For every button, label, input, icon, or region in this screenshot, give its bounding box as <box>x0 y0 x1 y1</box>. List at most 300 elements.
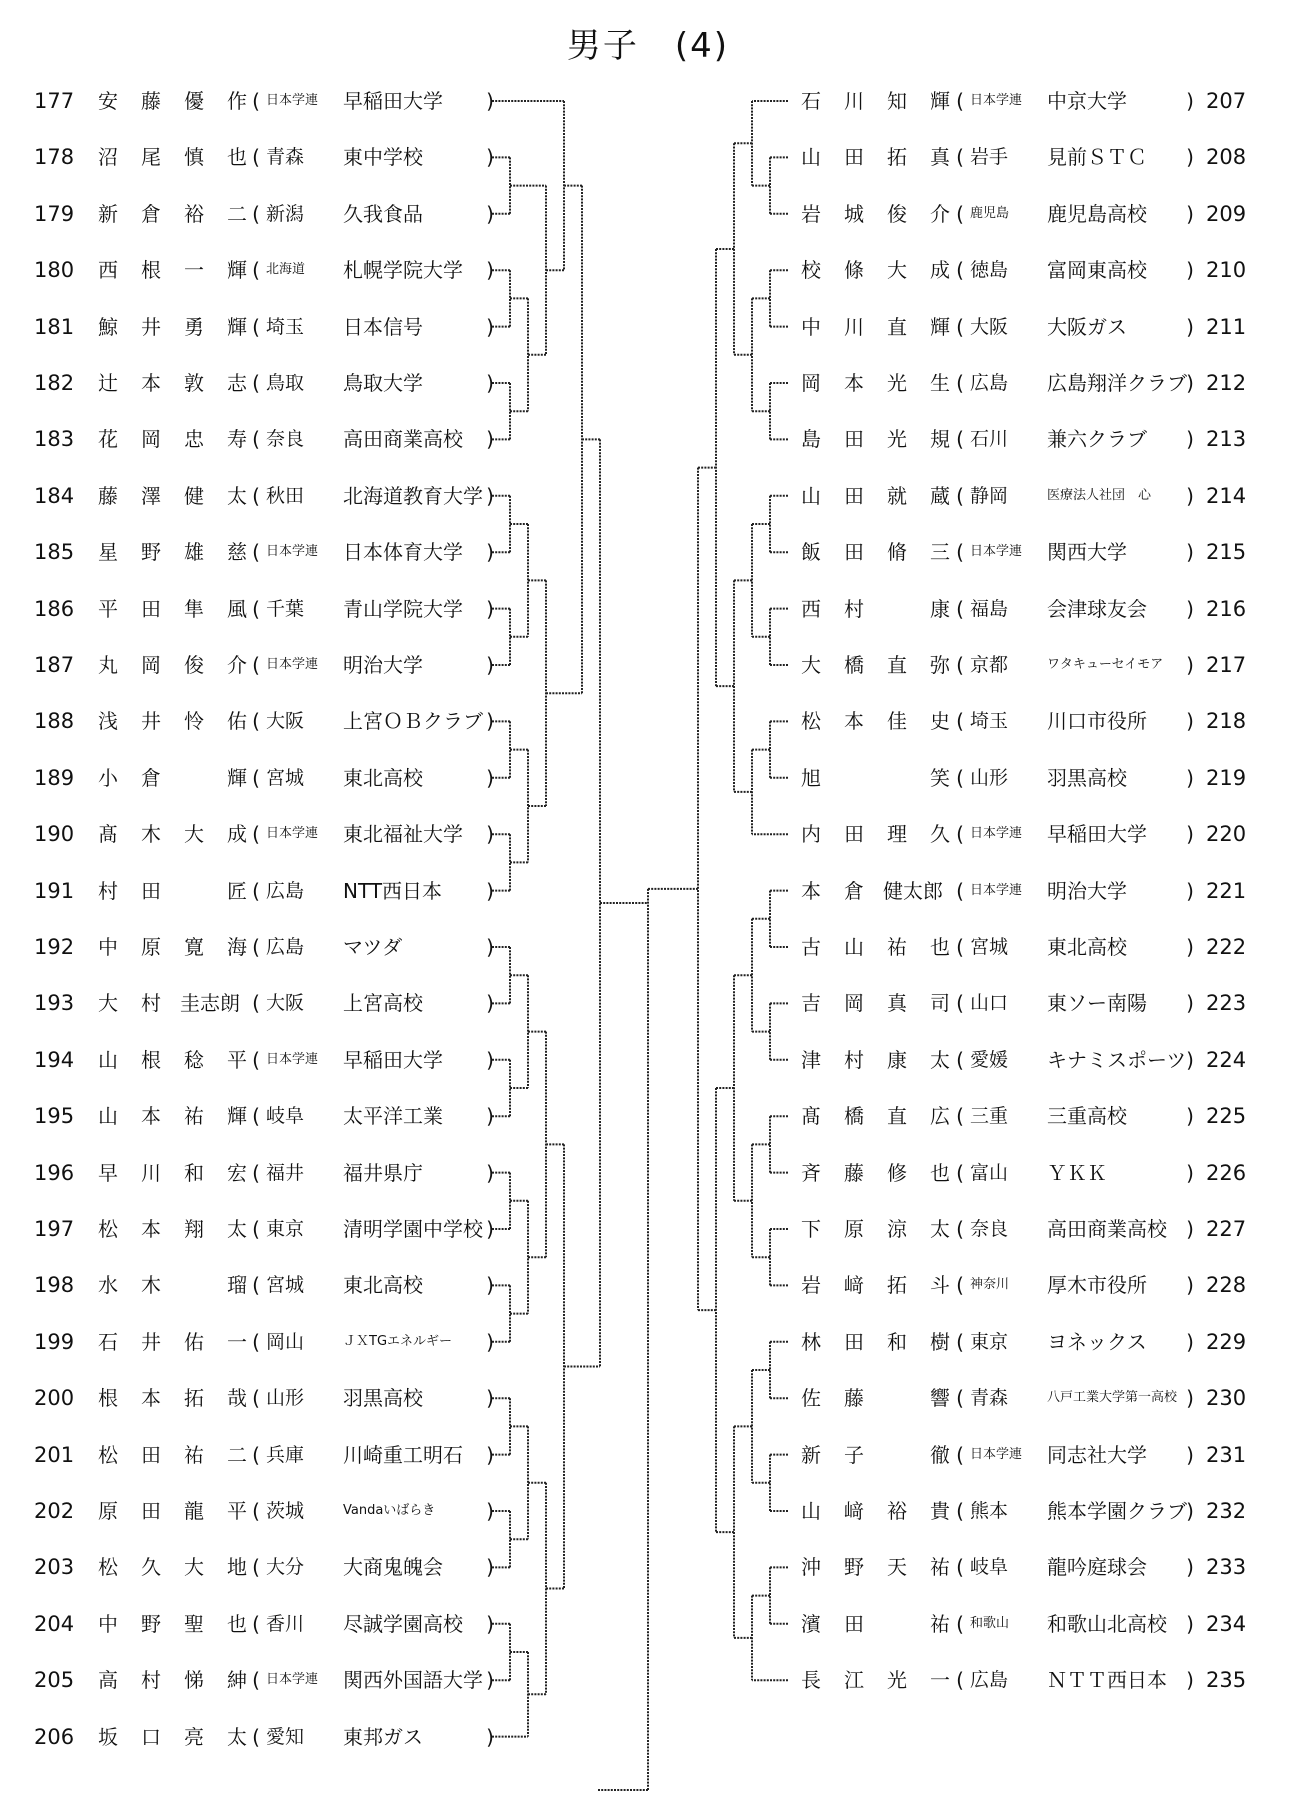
name-char: 西 <box>98 258 118 283</box>
close-paren: ) <box>486 314 494 339</box>
name-char: 拓 <box>887 1273 907 1298</box>
name-char: 樹 <box>930 1329 950 1354</box>
club-name: 龍吟庭球会 <box>1047 1555 1147 1580</box>
close-paren: ) <box>486 540 494 565</box>
name-char: 雄 <box>184 540 204 565</box>
name-char: 一 <box>227 1329 247 1354</box>
name-char: 成 <box>227 822 247 847</box>
name-char: 直 <box>887 314 907 339</box>
open-paren: ( <box>956 1442 964 1467</box>
name-char: 高 <box>98 1668 118 1693</box>
name-char: 龍 <box>184 1499 204 1523</box>
close-paren: ) <box>486 1273 494 1298</box>
open-paren: ( <box>252 1329 260 1354</box>
open-paren: ( <box>252 878 260 903</box>
name-char: 本 <box>844 709 864 734</box>
name-char: 子 <box>844 1442 864 1467</box>
name-char: 司 <box>930 991 950 1016</box>
player-row <box>0 983 1296 1023</box>
open-paren: ( <box>956 991 964 1016</box>
name-char: 康 <box>887 1047 907 1072</box>
name-char: 村 <box>844 1047 864 1072</box>
open-paren: ( <box>252 1386 260 1411</box>
close-paren: ) <box>1186 765 1194 790</box>
name-char: 広 <box>930 1104 950 1129</box>
seed-number: 194 <box>34 1047 75 1072</box>
prefecture: 愛媛 <box>970 1048 1009 1071</box>
close-paren: ) <box>1186 145 1194 170</box>
name-char: 三 <box>930 540 950 565</box>
open-paren: ( <box>252 89 260 113</box>
name-char: 髙 <box>801 1104 821 1129</box>
prefecture: 青森 <box>266 146 305 169</box>
name-char: 下 <box>801 1217 821 1241</box>
prefecture: 香川 <box>266 1612 305 1635</box>
player-row <box>0 1265 1296 1305</box>
seed-number: 231 <box>1206 1442 1247 1467</box>
name-char: 祐 <box>184 1104 204 1129</box>
name-char: 一 <box>184 258 204 283</box>
open-paren: ( <box>252 1724 260 1749</box>
seed-number: 191 <box>34 878 75 903</box>
close-paren: ) <box>1186 1668 1194 1693</box>
club-name: キナミスポーツ <box>1047 1047 1187 1072</box>
club-name: 東邦ガス <box>343 1724 423 1749</box>
open-paren: ( <box>252 709 260 734</box>
name-char: 橋 <box>844 653 864 677</box>
open-paren: ( <box>956 1555 964 1580</box>
name-char: 太 <box>227 1724 247 1749</box>
name-char: 拓 <box>887 145 907 170</box>
seed-number: 189 <box>34 765 75 790</box>
close-paren: ) <box>486 1386 494 1411</box>
player-row <box>0 927 1296 967</box>
name-char: 輝 <box>227 258 247 283</box>
name-char: 慎 <box>184 145 204 170</box>
name-char: 直 <box>887 1104 907 1129</box>
open-paren: ( <box>252 1499 260 1523</box>
name-char: 貴 <box>930 1499 950 1523</box>
club-name: 東北高校 <box>343 765 423 790</box>
name-char: 井 <box>141 709 161 734</box>
club-name: 会津球友会 <box>1047 596 1147 621</box>
name-char: 松 <box>801 709 821 734</box>
open-paren: ( <box>252 991 260 1016</box>
prefecture: 石川 <box>970 428 1009 451</box>
name-char: 吉 <box>801 991 821 1016</box>
player-row <box>0 1096 1296 1136</box>
open-paren: ( <box>956 1273 964 1298</box>
close-paren: ) <box>486 1611 494 1636</box>
name-char: 山 <box>801 483 821 508</box>
club-name: 八戸工業大学第一高校 <box>1047 1390 1178 1406</box>
name-char: 太 <box>227 1217 247 1241</box>
club-name: 日本信号 <box>343 314 423 339</box>
name-char: 石 <box>801 89 821 113</box>
close-paren: ) <box>486 709 494 734</box>
seed-number: 187 <box>34 653 75 677</box>
name-char: 寿 <box>227 427 247 452</box>
name-char: 山 <box>844 935 864 959</box>
open-paren: ( <box>956 1160 964 1185</box>
open-paren: ( <box>252 1104 260 1129</box>
name-char: 健太郎 <box>883 878 943 903</box>
player-row <box>0 871 1296 911</box>
club-name: 早稲田大学 <box>343 1047 443 1072</box>
name-char: 岩 <box>801 201 821 226</box>
player-row <box>0 589 1296 629</box>
seed-number: 208 <box>1206 145 1247 170</box>
name-char: 也 <box>930 935 950 959</box>
club-name: 東北高校 <box>343 1273 423 1298</box>
club-name: 川口市役所 <box>1047 709 1147 734</box>
seed-number: 234 <box>1206 1611 1247 1636</box>
open-paren: ( <box>252 427 260 452</box>
name-char: 久 <box>930 822 950 847</box>
name-char: 弥 <box>930 653 950 677</box>
prefecture: 日本学連 <box>266 93 319 108</box>
seed-number: 222 <box>1206 935 1247 959</box>
name-char: 田 <box>844 540 864 565</box>
open-paren: ( <box>252 314 260 339</box>
name-char: 紳 <box>227 1668 247 1693</box>
name-char: 和 <box>887 1329 907 1354</box>
name-char: 原 <box>141 935 161 959</box>
seed-number: 198 <box>34 1273 75 1298</box>
name-char: 小 <box>98 765 118 790</box>
prefecture: 福島 <box>970 597 1009 620</box>
prefecture: 日本学連 <box>970 93 1023 108</box>
name-char: 悌 <box>184 1668 204 1693</box>
name-char: 勇 <box>184 314 204 339</box>
name-char: 沼 <box>98 145 118 170</box>
seed-number: 226 <box>1206 1160 1247 1185</box>
close-paren: ) <box>486 1555 494 1580</box>
name-char: 史 <box>930 709 950 734</box>
prefecture: 北海道 <box>266 262 306 278</box>
name-char: 原 <box>98 1499 118 1523</box>
club-name: 明治大学 <box>343 653 423 677</box>
open-paren: ( <box>956 935 964 959</box>
name-char: 翔 <box>184 1217 204 1241</box>
name-char: 田 <box>844 483 864 508</box>
name-char: 大 <box>98 991 118 1016</box>
open-paren: ( <box>956 371 964 395</box>
close-paren: ) <box>486 1104 494 1129</box>
name-char: 田 <box>844 1329 864 1354</box>
name-char: 就 <box>887 483 907 508</box>
close-paren: ) <box>486 878 494 903</box>
prefecture: 熊本 <box>970 1500 1009 1522</box>
name-char: 本 <box>141 1104 161 1129</box>
name-char: 岩 <box>801 1273 821 1298</box>
name-char: 優 <box>184 89 204 113</box>
close-paren: ) <box>486 1217 494 1241</box>
prefecture: 山形 <box>266 1387 305 1410</box>
name-char: 澤 <box>141 483 161 508</box>
seed-number: 181 <box>34 314 75 339</box>
name-char: 木 <box>141 822 161 847</box>
name-char: 祐 <box>930 1555 950 1580</box>
open-paren: ( <box>252 201 260 226</box>
seed-number: 177 <box>34 89 75 113</box>
name-char: 中 <box>801 314 821 339</box>
name-char: 田 <box>844 822 864 847</box>
prefecture: 日本学連 <box>970 826 1023 842</box>
open-paren: ( <box>956 1329 964 1354</box>
seed-number: 224 <box>1206 1047 1247 1072</box>
name-char: 長 <box>801 1668 821 1693</box>
prefecture: 鹿児島 <box>970 205 1010 221</box>
close-paren: ) <box>486 991 494 1016</box>
name-char: 怜 <box>184 709 204 734</box>
name-char: 田 <box>141 878 161 903</box>
name-char: 岡 <box>141 653 161 677</box>
name-char: 平 <box>98 596 118 621</box>
name-char: 田 <box>141 1442 161 1467</box>
prefecture: 広島 <box>266 936 305 958</box>
name-char: 鯨 <box>98 314 118 339</box>
close-paren: ) <box>486 201 494 226</box>
prefecture: 神奈川 <box>970 1277 1010 1293</box>
prefecture: 茨城 <box>266 1500 305 1522</box>
open-paren: ( <box>956 314 964 339</box>
prefecture: 日本学連 <box>266 544 319 560</box>
name-char: 佑 <box>227 709 247 734</box>
name-char: 輝 <box>930 89 950 113</box>
open-paren: ( <box>956 709 964 734</box>
club-name: 見前ＳＴＣ <box>1047 145 1147 170</box>
name-char: 直 <box>887 653 907 677</box>
prefecture: 岐阜 <box>970 1556 1009 1579</box>
close-paren: ) <box>1186 596 1194 621</box>
prefecture: 山形 <box>970 766 1009 789</box>
club-name: 札幌学院大学 <box>343 258 463 283</box>
club-name: 兼六クラブ <box>1047 427 1147 452</box>
name-char: 宏 <box>227 1160 247 1185</box>
name-char: 瑠 <box>227 1273 247 1298</box>
seed-number: 227 <box>1206 1217 1247 1241</box>
name-char: 忠 <box>184 427 204 452</box>
prefecture: 京都 <box>970 654 1009 676</box>
club-name: 中京大学 <box>1047 89 1127 113</box>
prefecture: 和歌山 <box>970 1615 1010 1631</box>
club-name: 三重高校 <box>1047 1104 1127 1129</box>
name-char: 也 <box>930 1160 950 1185</box>
name-char: 野 <box>141 1611 161 1636</box>
name-char: 星 <box>98 540 118 565</box>
prefecture: 岩手 <box>970 146 1009 169</box>
close-paren: ) <box>1186 1499 1194 1523</box>
close-paren: ) <box>1186 201 1194 226</box>
name-char: 村 <box>141 991 161 1016</box>
name-char: 村 <box>844 596 864 621</box>
name-char: 風 <box>227 596 247 621</box>
seed-number: 183 <box>34 427 75 452</box>
club-name: 福井県庁 <box>343 1160 423 1185</box>
close-paren: ) <box>486 1329 494 1354</box>
player-row <box>0 194 1296 234</box>
name-char: 校 <box>801 258 821 283</box>
close-paren: ) <box>1186 483 1194 508</box>
name-char: 藤 <box>141 89 161 113</box>
name-char: 作 <box>227 89 247 113</box>
seed-number: 220 <box>1206 822 1247 847</box>
name-char: 木 <box>141 1273 161 1298</box>
name-char: 光 <box>887 1668 907 1693</box>
name-char: 輝 <box>930 314 950 339</box>
prefecture: 日本学連 <box>970 882 1023 898</box>
name-char: 輝 <box>227 1104 247 1129</box>
name-char: 佐 <box>801 1386 821 1411</box>
close-paren: ) <box>1186 1160 1194 1185</box>
name-char: 水 <box>98 1273 118 1298</box>
name-char: 内 <box>801 822 821 847</box>
name-char: 倉 <box>141 765 161 790</box>
name-char: 山 <box>98 1047 118 1072</box>
seed-number: 182 <box>34 371 75 395</box>
seed-number: 229 <box>1206 1329 1247 1354</box>
close-paren: ) <box>1186 1047 1194 1072</box>
name-char: 祐 <box>930 1611 950 1636</box>
open-paren: ( <box>956 258 964 283</box>
seed-number: 202 <box>34 1499 75 1523</box>
name-char: 山 <box>801 145 821 170</box>
club-name: 大商鬼魄会 <box>343 1555 443 1580</box>
name-char: 真 <box>930 145 950 170</box>
seed-number: 210 <box>1206 258 1247 283</box>
club-name: ワタキューセイモア <box>1047 657 1164 672</box>
seed-number: 178 <box>34 145 75 170</box>
player-row <box>0 1604 1296 1644</box>
club-name: 熊本学園クラブ <box>1047 1499 1187 1523</box>
close-paren: ) <box>1186 709 1194 734</box>
close-paren: ) <box>1186 427 1194 452</box>
name-char: 田 <box>141 1499 161 1523</box>
player-row <box>0 1322 1296 1362</box>
name-char: 圭志朗 <box>180 991 240 1016</box>
club-name: 医療法人社団 心 <box>1047 487 1152 503</box>
club-name: 北海道教育大学 <box>343 483 483 508</box>
open-paren: ( <box>956 1104 964 1129</box>
player-row <box>0 1378 1296 1418</box>
seed-number: 215 <box>1206 540 1247 565</box>
seed-number: 190 <box>34 822 75 847</box>
club-name: マツダ <box>343 935 403 959</box>
name-char: 松 <box>98 1442 118 1467</box>
name-char: 野 <box>141 540 161 565</box>
open-paren: ( <box>252 540 260 565</box>
open-paren: ( <box>252 258 260 283</box>
open-paren: ( <box>956 822 964 847</box>
name-char: 一 <box>930 1668 950 1693</box>
name-char: 地 <box>227 1555 247 1580</box>
player-row <box>0 701 1296 741</box>
name-char: 大 <box>184 822 204 847</box>
prefecture: 日本学連 <box>970 544 1023 560</box>
club-name: 上宮ＯＢクラブ <box>343 709 483 734</box>
name-char: 蔵 <box>930 483 950 508</box>
prefecture: 宮城 <box>266 1274 305 1297</box>
prefecture: 広島 <box>266 879 305 902</box>
name-char: 花 <box>98 427 118 452</box>
name-char: 二 <box>227 201 247 226</box>
name-char: 沖 <box>801 1555 821 1580</box>
close-paren: ) <box>486 258 494 283</box>
name-char: 徹 <box>930 1442 950 1467</box>
open-paren: ( <box>252 145 260 170</box>
seed-number: 205 <box>34 1668 75 1693</box>
seed-number: 232 <box>1206 1499 1247 1523</box>
player-row <box>0 476 1296 516</box>
name-char: 口 <box>141 1724 161 1749</box>
prefecture: 日本学連 <box>266 657 319 672</box>
close-paren: ) <box>486 427 494 452</box>
club-name: 和歌山北高校 <box>1047 1611 1167 1636</box>
seed-number: 206 <box>34 1724 75 1749</box>
name-char: 岡 <box>141 427 161 452</box>
open-paren: ( <box>252 1611 260 1636</box>
name-char: 本 <box>801 878 821 903</box>
name-char: 古 <box>801 935 821 959</box>
close-paren: ) <box>486 822 494 847</box>
open-paren: ( <box>252 1273 260 1298</box>
seed-number: 211 <box>1206 314 1247 339</box>
name-char: 祐 <box>184 1442 204 1467</box>
open-paren: ( <box>252 653 260 677</box>
prefecture: 大分 <box>266 1556 305 1579</box>
name-char: 本 <box>141 1386 161 1411</box>
club-name: 明治大学 <box>1047 878 1127 903</box>
name-char: 平 <box>227 1499 247 1523</box>
club-name: 東ソー南陽 <box>1047 991 1147 1016</box>
club-name: 久我食品 <box>343 201 423 226</box>
name-char: 大 <box>887 258 907 283</box>
prefecture: 大阪 <box>970 315 1009 338</box>
name-char: 本 <box>844 371 864 395</box>
prefecture: 広島 <box>970 372 1009 394</box>
name-char: 早 <box>98 1160 118 1185</box>
close-paren: ) <box>486 765 494 790</box>
name-char: 響 <box>930 1386 950 1411</box>
open-paren: ( <box>252 1217 260 1241</box>
name-char: 俊 <box>887 201 907 226</box>
seed-number: 219 <box>1206 765 1247 790</box>
name-char: 脩 <box>887 540 907 565</box>
seed-number: 201 <box>34 1442 75 1467</box>
open-paren: ( <box>252 371 260 395</box>
seed-number: 196 <box>34 1160 75 1185</box>
name-char: 城 <box>844 201 864 226</box>
page-title: 男子 (4) <box>566 26 730 66</box>
name-char: 慈 <box>227 540 247 565</box>
name-char: 輝 <box>227 314 247 339</box>
name-char: 規 <box>930 427 950 452</box>
player-row <box>0 419 1296 459</box>
name-char: 也 <box>227 145 247 170</box>
name-char: 笑 <box>930 765 950 790</box>
club-name: 尽誠学園高校 <box>343 1611 463 1636</box>
open-paren: ( <box>252 1047 260 1072</box>
name-char: 浅 <box>98 709 118 734</box>
prefecture: 奈良 <box>970 1218 1009 1240</box>
club-name: NTT西日本 <box>343 878 443 903</box>
club-name: 日本体育大学 <box>343 540 463 565</box>
name-char: 康 <box>930 596 950 621</box>
prefecture: 富山 <box>970 1161 1009 1184</box>
name-char: 髙 <box>98 822 118 847</box>
name-char: 太 <box>930 1217 950 1241</box>
